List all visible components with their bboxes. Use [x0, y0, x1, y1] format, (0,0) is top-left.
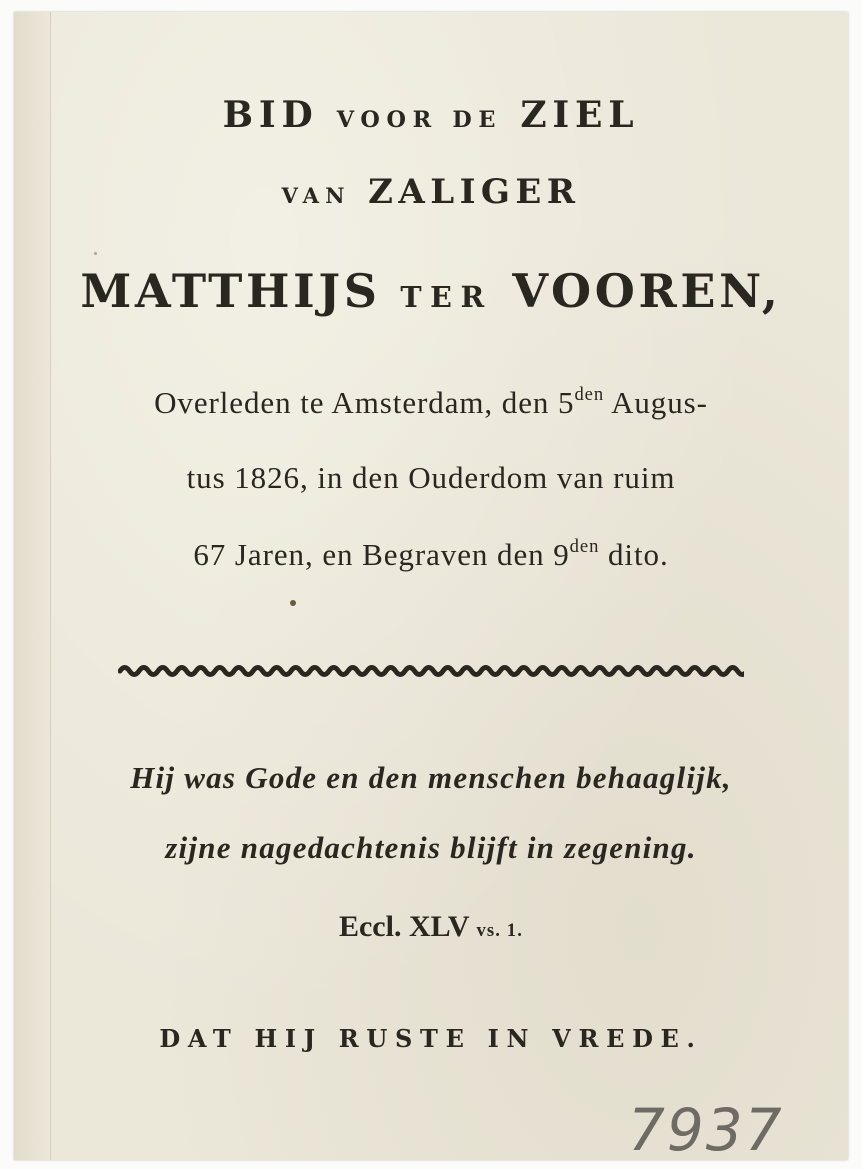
ink-speck [94, 252, 97, 255]
deceased-name [14, 264, 848, 318]
memorial-card [14, 12, 848, 1160]
heading-word-zaliger: ZALIGER [368, 172, 581, 212]
quote-line-1: Hij was Gode en den menschen behaaglijk, [130, 760, 732, 795]
heading-word-ziel: ZIEL [520, 94, 640, 136]
scripture-verse: vs. 1. [476, 920, 523, 941]
closing-line: DAT HIJ RUSTE IN VREDE. [159, 1024, 703, 1053]
pencil-number-text: 7937 [628, 1096, 784, 1162]
death-details-line-1 [14, 384, 848, 421]
heading-line-1 [14, 94, 848, 136]
death-text-b: Augus- [604, 385, 708, 421]
heading-word-bid: BID [222, 94, 319, 136]
pencil-inventory-number [624, 1092, 824, 1162]
quote-line-2: zijne nagedachtenis blijft in zegening. [165, 830, 697, 865]
burial-text-b: dito. [599, 537, 669, 573]
death-details-line-3 [14, 536, 848, 573]
death-details-line-2: tus 1826, in den Ouderdom van ruim [186, 460, 676, 495]
death-day-suffix: den [574, 384, 605, 405]
heading-line-2 [14, 172, 848, 212]
burial-day-suffix: den [569, 536, 600, 557]
scripture-book: Eccl. XLV [338, 910, 470, 943]
heading-word-van: VAN [281, 183, 351, 208]
name-last: VOOREN, [512, 264, 782, 318]
name-first: MATTHIJS [80, 264, 381, 318]
name-particle: TER [400, 280, 493, 314]
ink-speck [290, 600, 296, 606]
burial-text-a: 67 Jaren, en Begraven den 9 [193, 537, 570, 573]
wavy-ornament-divider [118, 662, 744, 678]
heading-words-voor-de: VOOR DE [336, 107, 503, 133]
death-text-a: Overleden te Amsterdam, den 5 [154, 385, 575, 421]
scripture-reference [14, 910, 848, 944]
